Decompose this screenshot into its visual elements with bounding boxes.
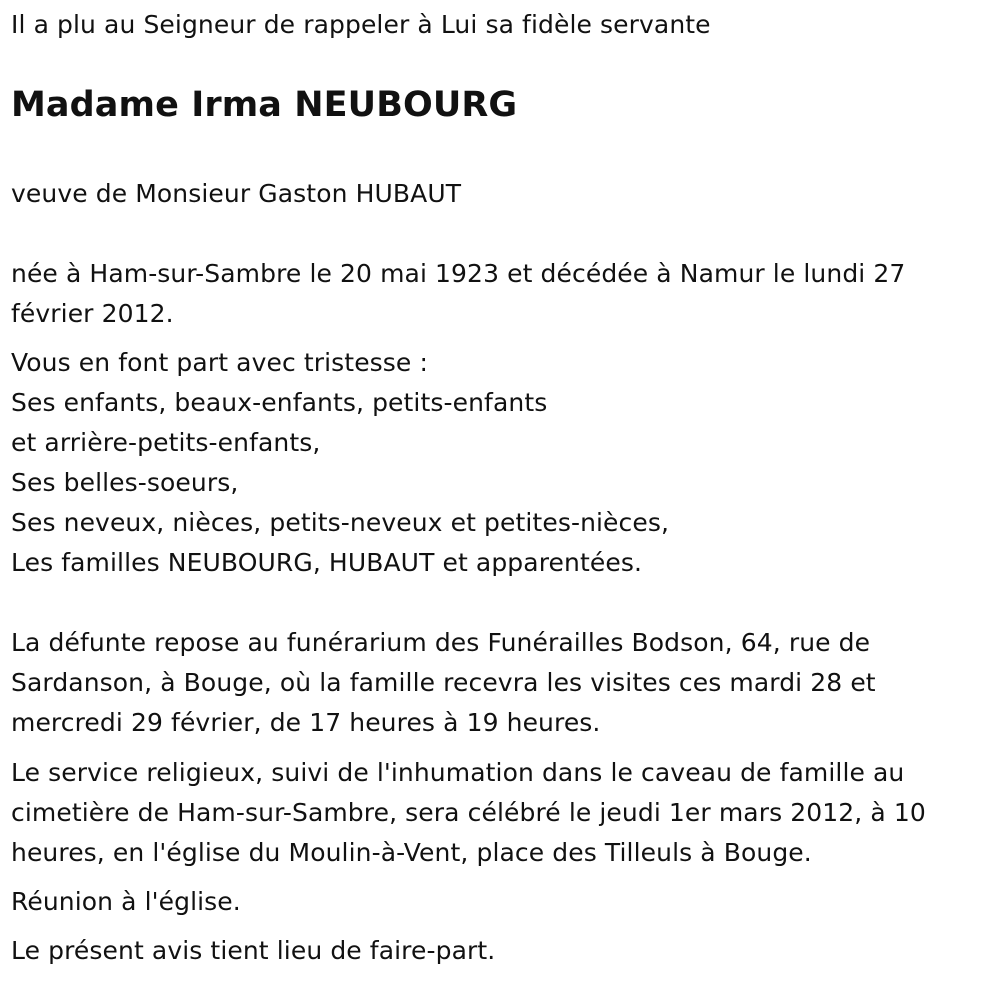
family-line-2: Ses enfants, beaux-enfants, petits-enfants	[11, 388, 548, 417]
service-line-1: Le service religieux, suivi de l'inhumation dans le caveau de famille au	[11, 758, 905, 787]
family-line-5: Ses neveux, nièces, petits-neveux et petites-nièces,	[11, 508, 670, 537]
closing-text: Le présent avis tient lieu de faire-part.	[11, 936, 496, 965]
visitation-line-2: Sardanson, à Bouge, où la famille recevra les visites ces mardi 28 et	[11, 668, 876, 697]
intro-text: Il a plu au Seigneur de rappeler à Lui sa fidèle servante	[11, 10, 711, 39]
visitation-line-3: mercredi 29 février, de 17 heures à 19 heures.	[11, 708, 601, 737]
family-line-3: et arrière-petits-enfants,	[11, 428, 321, 457]
service-line-2: cimetière de Ham-sur-Sambre, sera célébré le jeudi 1er mars 2012, à 10	[11, 798, 926, 827]
service-line-3: heures, en l'église du Moulin-à-Vent, place des Tilleuls à Bouge.	[11, 838, 812, 867]
meeting-text: Réunion à l'église.	[11, 887, 241, 916]
deceased-name: Madame Irma NEUBOURG	[11, 85, 518, 125]
birth-death-line-2: février 2012.	[11, 299, 174, 328]
family-line-4: Ses belles-soeurs,	[11, 468, 239, 497]
birth-death-line-1: née à Ham-sur-Sambre le 20 mai 1923 et décédée à Namur le lundi 27	[11, 259, 906, 288]
family-line-6: Les familles NEUBOURG, HUBAUT et apparentées.	[11, 548, 642, 577]
spouse-text: veuve de Monsieur Gaston HUBAUT	[11, 179, 462, 208]
family-line-1: Vous en font part avec tristesse :	[11, 348, 428, 377]
visitation-line-1: La défunte repose au funérarium des Funérailles Bodson, 64, rue de	[11, 628, 871, 657]
